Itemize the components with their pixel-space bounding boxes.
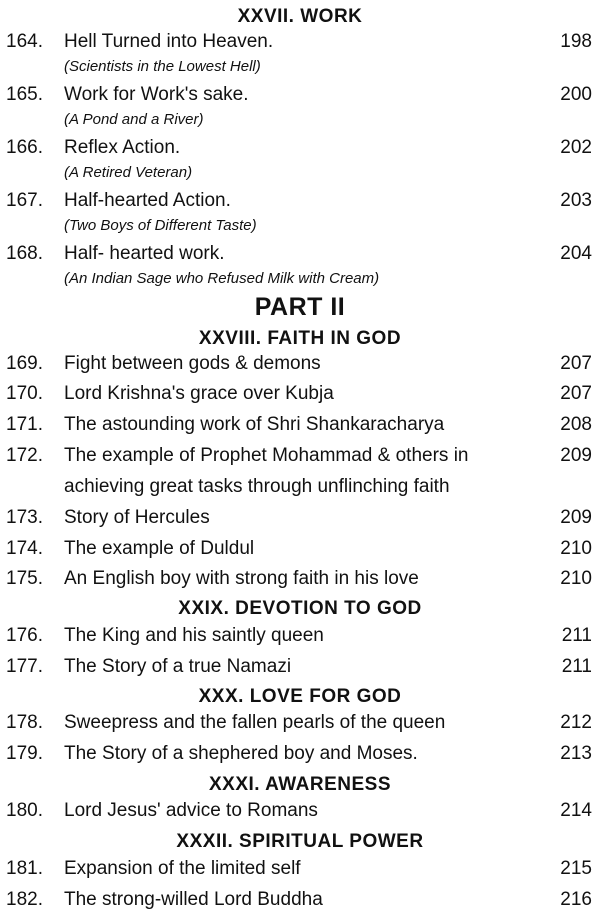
entry-number: 169. [6,353,43,374]
entry-number: 181. [6,858,43,879]
section-heading-work: XXVII. WORK [237,6,363,27]
entry-number: 166. [6,137,43,158]
entry-page: 210 [560,538,592,559]
entry-title: Lord Krishna's grace over Kubja [64,383,334,404]
entry-subtitle: (A Pond and a River) [64,111,204,128]
entry-number: 182. [6,889,43,910]
entry-title: Lord Jesus' advice to Romans [64,800,318,821]
entry-page: 216 [560,889,592,910]
entry-page: 207 [560,353,592,374]
entry-page: 207 [560,383,592,404]
entry-title: The Story of a shephered boy and Moses. [64,743,418,764]
entry-number: 180. [6,800,43,821]
entry-title: The example of Duldul [64,538,255,559]
entry-number: 164. [6,31,43,52]
entry-page: 200 [560,84,592,105]
entry-number: 165. [6,84,43,105]
entry-title: The astounding work of Shri Shankaracharya [64,414,445,435]
section-heading-devotion-to-god: XXIX. DEVOTION TO GOD [178,598,422,619]
entry-number: 173. [6,507,43,528]
entry-page: 209 [560,507,592,528]
entry-title: The example of Prophet Mohammad & others in [64,445,469,466]
entry-title: Half- hearted work. [64,243,225,264]
entry-title: Story of Hercules [64,507,210,528]
entry-title-continued: achieving great tasks through unflinching faith [64,476,450,497]
entry-title: Reflex Action. [64,137,181,158]
entry-subtitle: (Two Boys of Different Taste) [64,217,257,234]
entry-page: 202 [560,137,592,158]
entry-title: Half-hearted Action. [64,190,231,211]
section-heading-awareness: XXXI. AWARENESS [208,774,392,795]
entry-title: Hell Turned into Heaven. [64,31,274,52]
entry-number: 168. [6,243,43,264]
entry-subtitle: (A Retired Veteran) [64,164,193,181]
part-heading: PART II [254,293,346,321]
entry-page: 210 [560,568,592,589]
entry-number: 167. [6,190,43,211]
section-heading-spiritual-power: XXXII. SPIRITUAL POWER [176,831,424,852]
section-heading-faith-in-god: XXVIII. FAITH IN GOD [198,328,402,349]
entry-title: Work for Work's sake. [64,84,249,105]
entry-page: 215 [560,858,592,879]
entry-title: The Story of a true Namazi [64,656,292,677]
entry-subtitle: (An Indian Sage who Refused Milk with Cream) [64,270,380,287]
entry-number: 171. [6,414,43,435]
entry-page: 209 [560,445,592,466]
entry-page: 211 [561,656,592,677]
entry-page: 213 [560,743,592,764]
entry-page: 208 [560,414,592,435]
entry-title: Fight between gods & demons [64,353,321,374]
entry-number: 178. [6,712,43,733]
section-heading-love-for-god: XXX. LOVE FOR GOD [198,686,402,707]
entry-page: 212 [560,712,592,733]
entry-page: 211 [561,625,592,646]
entry-page: 214 [560,800,592,821]
entry-number: 172. [6,445,43,466]
entry-title: Sweepress and the fallen pearls of the queen [64,712,446,733]
entry-title: Expansion of the limited self [64,858,301,879]
entry-title: The King and his saintly queen [64,625,324,646]
entry-page: 203 [560,190,592,211]
entry-title: The strong-willed Lord Buddha [64,889,323,910]
entry-number: 175. [6,568,43,589]
entry-page: 198 [560,31,592,52]
entry-subtitle: (Scientists in the Lowest Hell) [64,58,261,75]
entry-page: 204 [560,243,592,264]
entry-number: 179. [6,743,43,764]
entry-number: 170. [6,383,43,404]
entry-number: 177. [6,656,43,677]
entry-title: An English boy with strong faith in his love [64,568,419,589]
entry-number: 176. [6,625,43,646]
entry-number: 174. [6,538,43,559]
